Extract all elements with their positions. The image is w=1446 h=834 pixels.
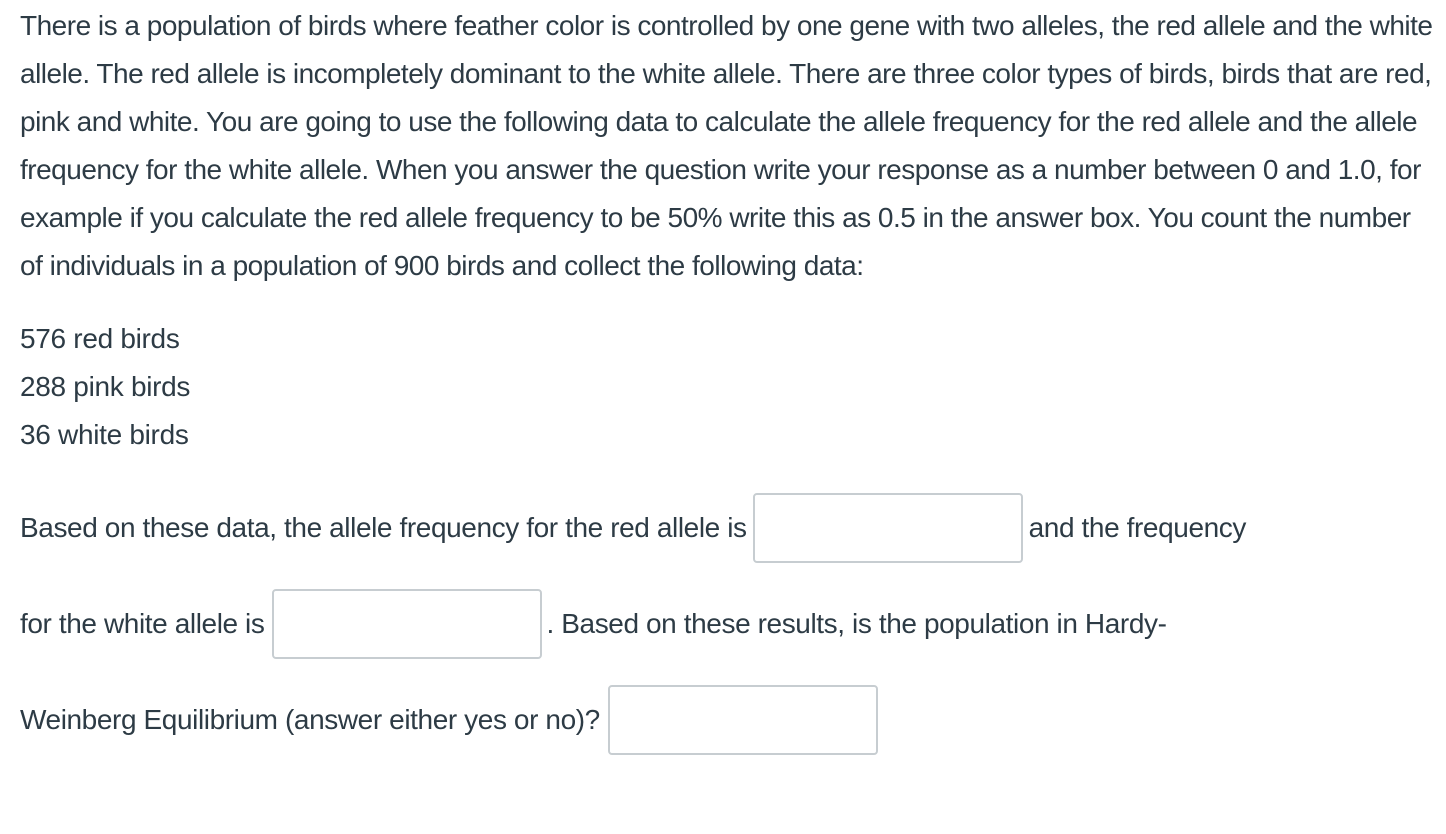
data-list: [20, 315, 1435, 459]
white-allele-answer-input[interactable]: [272, 589, 542, 659]
question-line-1: [20, 490, 1435, 566]
sentence-part-5: Weinberg Equilibrium (answer either yes or no)?: [20, 704, 600, 735]
hardy-weinberg-answer-input[interactable]: [608, 685, 878, 755]
question-line-2: [20, 586, 1435, 662]
question-content: [20, 0, 1435, 758]
question-line-3: [20, 682, 1435, 758]
red-allele-answer-input[interactable]: [753, 493, 1023, 563]
question-intro: There is a population of birds where feather color is controlled by one gene with two alleles, the red allele and the white allele. The red allele is incompletely dominant to the white allele. There are three color types of birds, birds that are red, pink and white. You are going to use the following data to calculate the allele frequency for the red allele and the allele frequency for the white allele. When you answer the question write your response as a number between 0 and 1.0, for example if you calculate the red allele frequency to be 50% write this as 0.5 in the answer box. You count the number of individuals in a population of 900 birds and collect the following data:: [20, 10, 1433, 281]
sentence-part-3: for the white allele is: [20, 608, 265, 639]
sentence-part-2: and the frequency: [1028, 512, 1246, 543]
sentence-part-1: Based on these data, the allele frequency for the red allele is: [20, 512, 747, 543]
data-item-pink: 288 pink birds: [20, 371, 191, 402]
data-item-red: 576 red birds: [20, 323, 180, 354]
sentence-part-4: . Based on these results, is the population in Hardy-: [546, 608, 1167, 639]
data-item-white: 36 white birds: [20, 419, 189, 450]
